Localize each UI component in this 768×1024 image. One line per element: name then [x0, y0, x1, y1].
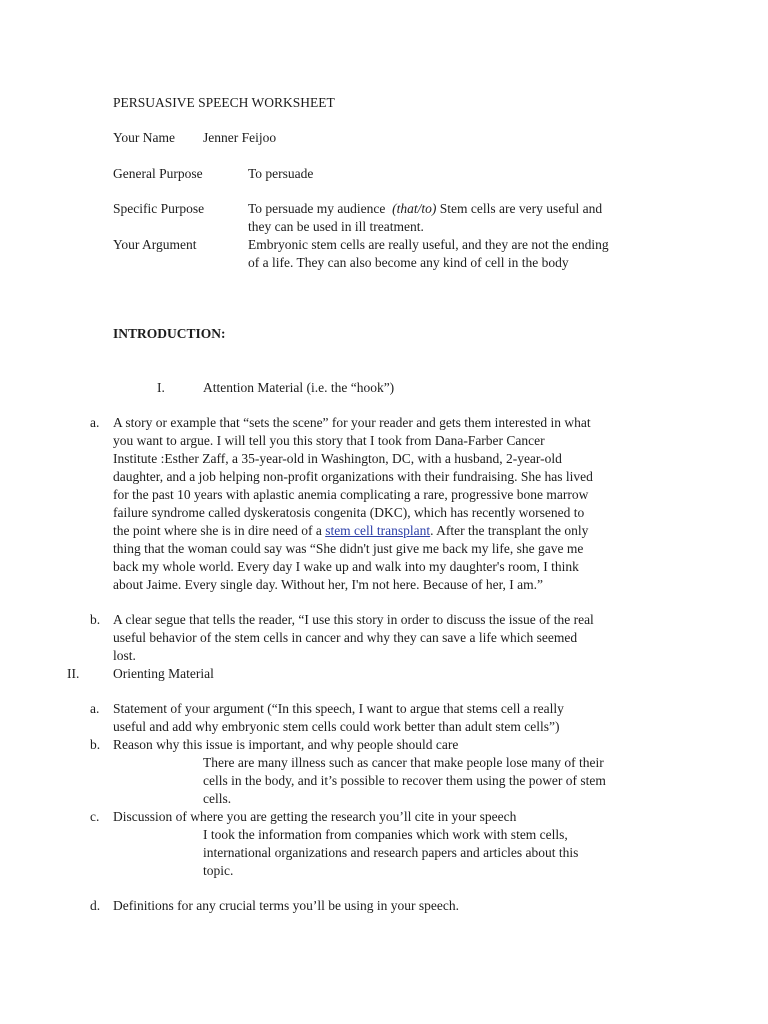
- specific-purpose-value: [248, 200, 602, 218]
- importance-answer-line: cells.: [203, 791, 232, 806]
- item-a-marker: a.: [90, 415, 100, 430]
- importance-label: Reason why this issue is important, and why people should care: [113, 737, 459, 752]
- item-a2-marker: a.: [90, 701, 100, 716]
- section-two-numeral: II.: [67, 666, 80, 681]
- general-purpose-label: General Purpose: [113, 166, 203, 181]
- story-line: for the past 10 years with aplastic anemia complicating a rare, progressive bone marrow: [113, 487, 589, 502]
- importance-answer-line: cells in the body, and it’s possible to recover them using the power of stem: [203, 773, 606, 788]
- specific-purpose-value-line2: they can be used in ill treatment.: [248, 219, 424, 234]
- specific-purpose-text-end: Stem cells are very useful and: [436, 201, 603, 216]
- story-text: . After the transplant the only: [430, 523, 589, 538]
- segue-line: lost.: [113, 648, 136, 663]
- definitions-label: Definitions for any crucial terms you’ll be using in your speech.: [113, 898, 460, 913]
- item-b2-marker: b.: [90, 737, 101, 752]
- specific-purpose-text: To persuade my audience: [248, 201, 386, 216]
- segue-line: A clear segue that tells the reader, “I use this story in order to discuss the issue of the real: [113, 612, 594, 627]
- specific-purpose-label: Specific Purpose: [113, 201, 205, 216]
- item-b-marker: b.: [90, 612, 101, 627]
- story-line: thing that the woman could say was “She didn't just give me back my life, she gave me: [113, 541, 584, 556]
- introduction-heading: INTRODUCTION:: [113, 326, 226, 341]
- story-line: daughter, and a job helping non-profit organizations with their fundraising. She has lived: [113, 469, 593, 484]
- name-label: Your Name: [113, 130, 176, 145]
- name-value: Jenner Feijoo: [203, 130, 277, 145]
- story-line: failure syndrome called dyskeratosis congenita (DKC), which has recently worsened to: [113, 505, 585, 520]
- research-label: Discussion of where you are getting the research you’ll cite in your speech: [113, 809, 517, 824]
- story-line: back my whole world. Every day I wake up and walk into my daughter's room, I think: [113, 559, 579, 574]
- story-line: you want to argue. I will tell you this story that I took from Dana-Farber Cancer: [113, 433, 545, 448]
- importance-answer-line: There are many illness such as cancer that make people lose many of their: [203, 755, 604, 770]
- stem-cell-transplant-link[interactable]: stem cell transplant: [325, 523, 431, 538]
- segue-line: useful behavior of the stem cells in cancer and why they can save a life which seemed: [113, 630, 578, 645]
- research-answer-line: I took the information from companies which work with stem cells,: [203, 827, 568, 842]
- general-purpose-value: To persuade: [248, 166, 314, 181]
- specific-purpose-italic: (that/to): [392, 201, 437, 216]
- item-c2-marker: c.: [90, 809, 100, 824]
- argument-line2: of a life. They can also become any kind of cell in the body: [248, 255, 569, 270]
- section-one-title: Attention Material (i.e. the “hook”): [203, 380, 395, 395]
- story-line: Institute :Esther Zaff, a 35-year-old in Washington, DC, with a husband, 2-year-old: [113, 451, 562, 466]
- story-line: about Jaime. Every single day. Without her, I'm not here. Because of her, I am.”: [113, 577, 544, 592]
- section-two-title: Orienting Material: [113, 666, 214, 681]
- research-answer-line: international organizations and research papers and articles about this: [203, 845, 579, 860]
- argument-statement-line: useful and add why embryonic stem cells could work better than adult stem cells”): [113, 719, 560, 734]
- item-d2-marker: d.: [90, 898, 101, 913]
- story-line: A story or example that “sets the scene” for your reader and gets them interested in what: [113, 415, 591, 430]
- argument-label: Your Argument: [113, 237, 197, 252]
- story-text: the point where she is in dire need of a: [113, 523, 326, 538]
- argument-line1: Embryonic stem cells are really useful, and they are not the ending: [248, 237, 609, 252]
- section-one-numeral: I.: [157, 380, 165, 395]
- story-line-with-link: [113, 522, 588, 540]
- research-answer-line: topic.: [203, 863, 234, 878]
- worksheet-title: PERSUASIVE SPEECH WORKSHEET: [113, 95, 335, 110]
- argument-statement-line: Statement of your argument (“In this speech, I want to argue that stems cell a really: [113, 701, 564, 716]
